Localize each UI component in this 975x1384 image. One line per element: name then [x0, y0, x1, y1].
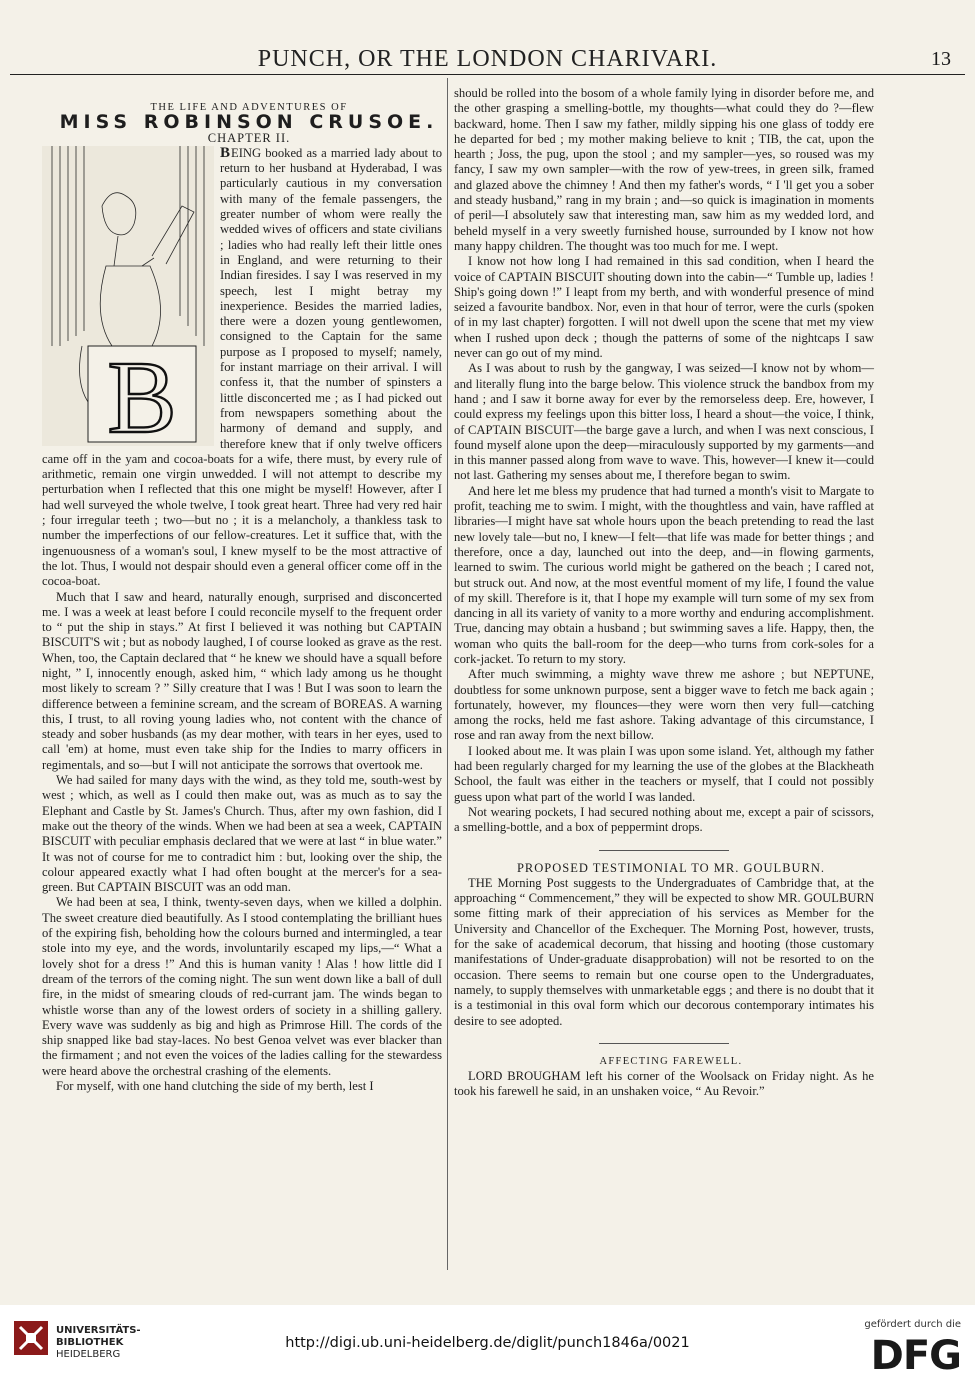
illustration-initial: B: [107, 339, 177, 446]
library-line-1: UNIVERSITÄTS-: [56, 1325, 141, 1336]
right-column: [454, 86, 874, 1100]
library-line-3: HEIDELBERG: [56, 1349, 121, 1360]
woodcut-illustration: [42, 146, 214, 446]
library-line-2: BIBLIOTHEK: [56, 1337, 124, 1348]
source-url[interactable]: http://digi.ub.uni-heidelberg.de/diglit/punch1846a/0021: [285, 1335, 690, 1351]
farewell-title: AFFECTING FAREWELL.: [599, 1055, 743, 1067]
masthead: [10, 44, 965, 75]
publication-title: PUNCH, OR THE LONDON CHARIVARI.: [257, 46, 718, 72]
chapter-heading: CHAPTER II.: [207, 130, 291, 145]
funder-caption: gefördert durch die: [864, 1319, 961, 1330]
story-paragraph: We had been at sea, I think, twenty-seven days, when we killed a dolphin. The sweet creature died beautifully. As I stood contemplating the brilliant hues of the expiring fish, beholding how the colours burned and intermingled, a tear stole into my eye, and the words, involuntarily escaped my lips,—“ What a lovely shot for a dress !” And this is human vanity ! Alas ! how little did I dream of the terrors of the coming night. The sun went down like a ball of dull fire, in the midst of smearing clouds of red-currant jam. The winds began to whistle worse than any of the lowest orders of society in a shilling gallery. Every wave was suddenly as big and high as Primrose Hill. The cords of the ship snapped like bad stay-laces. No best Genoa velvet was ever blacker than the firmament ; and not even the voices of the ladies calling for the stewardess were heard above the orchestral crashing of the elements.: [42, 895, 442, 1078]
story-paragraph: After much swimming, a mighty wave threw me ashore ; but NEPTUNE, doubtless for some unknown purpose, sent a bigger wave to fetch me back again ; fortunately, however, my flounces—they were worn then very full—catching among the rocks, held me fast ashore. Taking advantage of this circumstance, I rose and ran away from the next billow.: [454, 667, 874, 743]
column-divider: [447, 78, 448, 1270]
page-number: 13: [931, 48, 951, 70]
dfg-logo: DFG: [870, 1333, 961, 1379]
testimonial-title: PROPOSED TESTIMONIAL TO MR. GOULBURN.: [516, 860, 826, 875]
story-paragraph: should be rolled into the bosom of a whole family lying in disorder before me, and the other grasping a smelling-bottle, my thoughts—what could they do ?—flew backward, home. Then I saw my father, mildly sipping his one glass of toddy ere he departed for bed ; my mother making believe to knit ; TIB, the cat, upon the hearth ; Joss, the pug, upon the stool ; and my sampler—yes, so roused was my fancy, I saw my own sampler—with the row of yew-trees, in green silk, framed and glazed above the chimney ! And then my father's words, “ I 'll get you a sober and steady husband,” rang in my brain ; and—so quick is imagination in moments of peril—I absolutely saw that interesting man, saw him as my wedded lord, and beheld myself in a very sweetly furnished house, surrounded by I know not how many happy children. The thought was too much for me. I wept.: [454, 86, 874, 253]
story-paragraph: We had sailed for many days with the wind, as they told me, south-west by west ; which, as well as I could then make out, was as much as to say the Elephant and Castle by St. James's Church. Thus, after my own fashion, did I make out the theory of the winds. When we had been at sea a week, CAPTAIN BISCUIT with peculiar emphasis declared that we were at last “ in blue water.” It was not of course for me to contradict him : but, looking over the ship, the colour appeared exactly what I had often bought at the mercer's for a sea-green. But CAPTAIN BISCUIT was an odd man.: [42, 773, 442, 895]
farewell-body: LORD BROUGHAM left his corner of the Woolsack on Friday night. As he took his farewell he said, in an unshaken voice, “ Au Revoir.”: [454, 1069, 874, 1099]
testimonial-body: THE Morning Post suggests to the Undergraduates of Cambridge that, at the approaching “ Commencement,” they will be expected to show MR. GOULBURN some fitting mark of their appreciation of his services as Member for the University and Chancellor of the Exchequer. The Morning Post, however, trusts, for the sake of academical decorum, that hissing and hooting (those customary manifestations of Under-graduate disapprobation) will not be resorted to on the occasion. There seems to remain but one course open to the Undergraduates, namely, to supply themselves with unmarketable eggs ; and there is no doubt that it is a testimonial in this oval form which our decorous contemporary intimates his desire to see adopted.: [454, 875, 874, 1028]
lede-dropcap: B: [220, 144, 231, 161]
story-paragraph: For myself, with one hand clutching the side of my berth, lest I: [56, 1079, 374, 1093]
digitization-footer: [0, 1305, 975, 1384]
story-paragraph: Not wearing pockets, I had secured nothing about me, except a pair of scissors, a smelling-bottle, and a box of peppermint drops.: [454, 804, 874, 835]
story-title: MISS ROBINSON CRUSOE.: [59, 111, 439, 134]
story-paragraph: As I was about to rush by the gangway, I was seized—I know not by whom—and literally flung into the barge below. This violence struck the bandbox from my hand ; and I saw it borne away for ever by the remorseless deep. Ere, however, I could express my feelings upon this bitter loss, I heard a shout—the voice, I think, of CAPTAIN BISCUIT—the barge gave a lurch, and when I was next conscious, I found myself alone upon the deep—miraculously supported by my garments—and in this manner passed along from wave to wave. This, however—I knew it—could not last. Gathering my senses about me, I therefore began to swim.: [454, 361, 874, 483]
story-paragraph: Much that I saw and heard, naturally enough, surprised and disconcerted me. I was a week at least before I could reconcile myself to the frequent order to “ put the ship in stays.” At first I believed it was nothing but CAPTAIN BISCUIT'S wit ; but as nobody laughed, I of course looked as grave as the rest. When, too, the Captain declared that “ he knew we should have a squall before night, ” I, innocently enough, asked him, “ which lady among us he thought most likely to scream ? ” Silly creature that I was ! But I was soon to learn the difference between a feminine scream, and the scream of BOREAS. A warning this, I trust, to all roving young ladies who, not content with the chance of steady and sober husbands (as my dear mother, with tears in her eyes, used to call 'em) at home, must even take ship for the Indies to marry officers in regimentals, and so—but I will not anticipate the sorrows that overtook me.: [42, 589, 442, 772]
story-paragraph: And here let me bless my prudence that had turned a month's visit to Margate to profit, teaching me to swim. I might, with the thoughtless and vain, have raffled at libraries—I might have sat whole hours upon the beach pretending to read the last new lovely tale—but no, I knew—I felt—that life was made for better things ; and therefore, once a day, launched out into the deep, and—in flowing garments, learned to swim. The curious world might be gathered on the beach ; I cared not, but struck out. And now, at the most eventful moment of my life, I found the value of my skill. Therefore is it, that I hope my example will turn some of my sex from dancing in all its variety of vanity to a more worthy and enduring accomplishment. True, dancing may obtain a husband ; but swimming saves a life. Happy, then, the woman who quits the ball-room for the deep—who turns from cork-soles for a cork-jacket. To return to my story.: [454, 483, 874, 666]
left-column: [42, 100, 442, 1094]
story-lede: EING booked as a married lady about to return to her husband at Hyderabad, I was particularly cautious in my conversation with many of the female passengers, the greater number of whom were really the wedded wives of officers and state civilians ; ladies who had really left their little ones in England, and were returning to their Indian firesides. I say I was reserved in my speech, lest I might betray my inexperience. Besides the married ladies, there were a dozen young gentlewomen, consigned to the Captain for the same purpose as I proposed to myself; namely, for instant marriage on their arrival. I will confess it, that the number of spinsters a little disconcerted me ; as I had picked out from newspapers something about the harmony of demand and supply, and therefore knew that if only twelve officers came off in the yam and cocoa-boats for a wife, there must, by every rule of arithmetic, remain one virgin unwedded. I will not attempt to describe my perturbation when I reflected that this one might be myself! However, after I had well surveyed the whole twelve, I took great heart. Three had very red hair ; four irregular teeth ; two—but no ; it is a melancholy, a thankless task to number the imperfections of our fellow-creatures. Let it suffice that, with the ingenuousness of a woman's soul, I knew myself to be the most attractive of the lot. Thus, I would not despair should even a general officer come off in the cocoa-boat.: [42, 145, 442, 589]
story-paragraph: I looked about me. It was plain I was upon some island. Yet, although my father had been regularly charged for my learning the use of the globes at the Blackheath School, the fault was either in the teachers or myself, that I could not possibly guess upon what part of the world I was landed.: [454, 743, 874, 804]
section-rule: [599, 1043, 729, 1044]
story-paragraph: I know not how long I had remained in this sad condition, when I heard the voice of CAPTAIN BISCUIT shouting down into the cabin—“ Tumble up, ladies ! Ship's going down !” I leapt from my berth, and with wonderful presence of mind seized a favourite bandbox. Nor, even in that hour of terror, were the curls (spoken of in my last chapter) forgotten. I will not dwell upon the scene that met my view when I rushed upon deck ; though the patterns of some of the nightcaps I saw never can go out of my mind.: [454, 254, 874, 361]
story-kicker: THE LIFE AND ADVENTURES OF: [150, 102, 348, 113]
section-rule: [599, 850, 729, 851]
